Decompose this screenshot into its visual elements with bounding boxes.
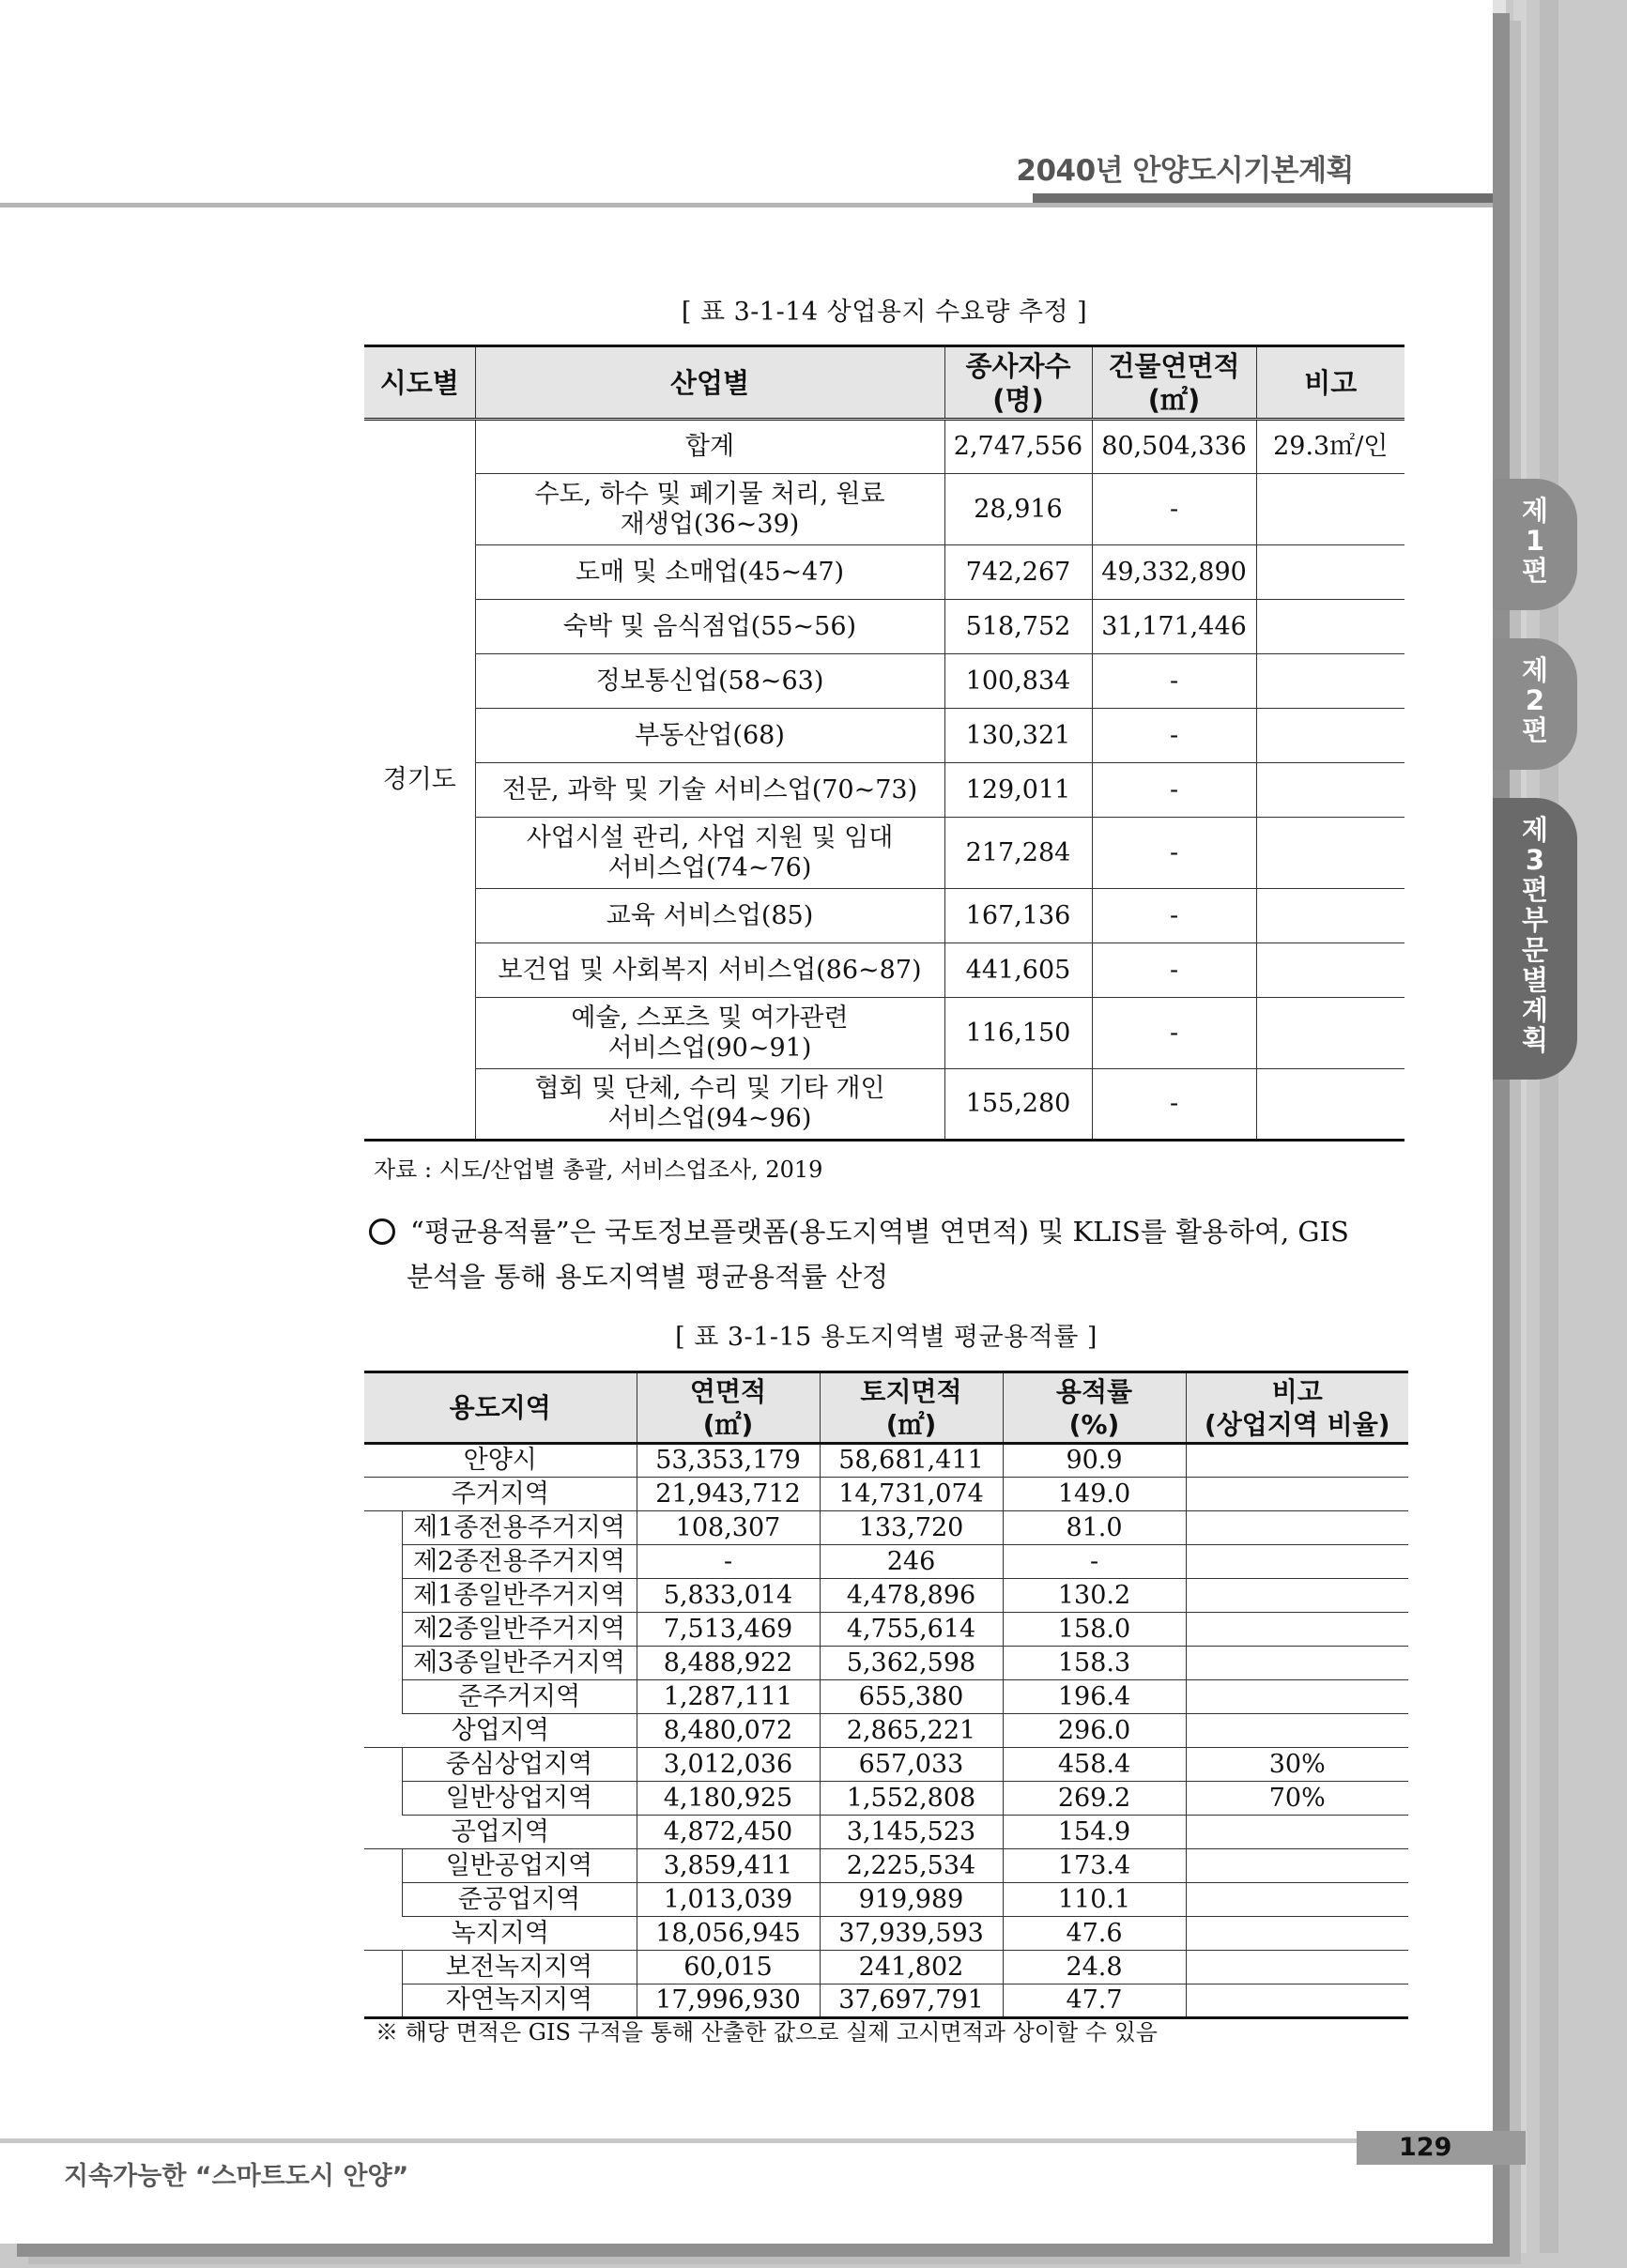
floor-cell: 4,180,925: [637, 1782, 820, 1816]
far-cell: 196.4: [1003, 1680, 1186, 1714]
note-cell: [1186, 1444, 1408, 1478]
workers-cell: 129,011: [944, 763, 1092, 818]
note-cell: [1186, 1984, 1408, 2018]
table-row: [364, 1444, 1408, 1478]
industry-cell: 수도, 하수 및 폐기물 처리, 원료 재생업(36~39): [475, 474, 944, 545]
note-cell: [1186, 1883, 1408, 1917]
far-cell: 149.0: [1003, 1478, 1186, 1511]
indent-cell: [364, 1849, 402, 1883]
table-row: [364, 1511, 1408, 1545]
floor-cell: 8,488,922: [637, 1647, 820, 1680]
industry-cell: 사업시설 관리, 사업 지원 및 임대 서비스업(74~76): [475, 818, 944, 889]
workers-cell: 116,150: [944, 998, 1092, 1069]
industry-cell: 숙박 및 음식점업(55~56): [475, 600, 944, 654]
note-cell: 29.3㎡/인: [1256, 420, 1404, 474]
floor-cell: 108,307: [637, 1511, 820, 1545]
header-floor-area: 연면적 (㎡): [637, 1372, 820, 1444]
area-cell: -: [1092, 818, 1256, 889]
table-row: [364, 1545, 1408, 1579]
table-row: [364, 1478, 1408, 1511]
table-row: [364, 1748, 1408, 1782]
land-cell: 37,697,791: [820, 1984, 1003, 2018]
header-region: 시도별: [364, 346, 475, 420]
zone-cell: 주거지역: [364, 1478, 637, 1511]
zone-cell: 공업지역: [364, 1816, 637, 1849]
table1-source: 자료 : 시도/산업별 총괄, 서비스업조사, 2019: [374, 1157, 823, 1183]
area-cell: -: [1092, 763, 1256, 818]
land-cell: 133,720: [820, 1511, 1003, 1545]
table-row: [364, 709, 1404, 763]
workers-cell: 2,747,556: [944, 420, 1092, 474]
workers-cell: 100,834: [944, 654, 1092, 709]
far-cell: 24.8: [1003, 1951, 1186, 1984]
header-note: 비고 (상업지역 비율): [1186, 1372, 1408, 1444]
header-zone: 용도지역: [364, 1372, 637, 1444]
area-cell: -: [1092, 998, 1256, 1069]
far-cell: 110.1: [1003, 1883, 1186, 1917]
floor-cell: 1,287,111: [637, 1680, 820, 1714]
indent-cell: [364, 1511, 402, 1545]
far-cell: 158.3: [1003, 1647, 1186, 1680]
indent-cell: [364, 1883, 402, 1917]
note-cell: [1256, 889, 1404, 943]
footer-text: 지속가능한 “스마트도시 안양”: [64, 2162, 409, 2191]
note-cell: [1256, 474, 1404, 545]
note-cell: [1186, 1849, 1408, 1883]
area-cell: 49,332,890: [1092, 545, 1256, 600]
table-row: [364, 1917, 1408, 1951]
table-row: [364, 818, 1404, 889]
indent-cell: [364, 1647, 402, 1680]
industry-cell: 합계: [475, 420, 944, 474]
floor-cell: 60,015: [637, 1951, 820, 1984]
bullet-line-1: “평균용적률”은 국토정보플랫폼(용도지역별 연면적) 및 KLIS를 활용하여, GIS: [410, 1216, 1349, 1248]
workers-cell: 518,752: [944, 600, 1092, 654]
floor-cell: 4,872,450: [637, 1816, 820, 1849]
zone-cell: 보전녹지지역: [402, 1951, 637, 1984]
zone-cell: 중심상업지역: [402, 1748, 637, 1782]
table-row: [364, 998, 1404, 1069]
land-cell: 4,755,614: [820, 1613, 1003, 1647]
zone-cell: 제3종일반주거지역: [402, 1647, 637, 1680]
far-cell: 173.4: [1003, 1849, 1186, 1883]
floor-cell: 8,480,072: [637, 1714, 820, 1748]
region-cell: 경기도: [364, 420, 475, 1141]
side-tab-label: 제2편: [1521, 654, 1548, 746]
table-row: [364, 1883, 1408, 1917]
note-cell: [1256, 763, 1404, 818]
far-cell: 90.9: [1003, 1444, 1186, 1478]
header-workers: 종사자수 (명): [944, 346, 1092, 420]
land-cell: 1,552,808: [820, 1782, 1003, 1816]
note-cell: [1256, 545, 1404, 600]
far-cell: -: [1003, 1545, 1186, 1579]
header-floor-area: 건물연면적 (㎡): [1092, 346, 1256, 420]
industry-cell: 예술, 스포츠 및 여가관련 서비스업(90~91): [475, 998, 944, 1069]
table1-caption: [ 표 3-1-14 상업용지 수요량 추정 ]: [681, 298, 1088, 327]
side-tab-label: 제1편: [1521, 495, 1548, 587]
table-row: [364, 1782, 1408, 1816]
floor-cell: 1,013,039: [637, 1883, 820, 1917]
table-row: [364, 1579, 1408, 1613]
workers-cell: 441,605: [944, 943, 1092, 998]
area-cell: 31,171,446: [1092, 600, 1256, 654]
floor-cell: 3,859,411: [637, 1849, 820, 1883]
header-title: 2040년 안양도시기본계획: [1016, 154, 1354, 188]
table-row: [364, 1069, 1404, 1141]
header-rule: [0, 203, 1493, 207]
bullet-paragraph: [369, 1209, 1411, 1299]
zone-cell: 준공업지역: [402, 1883, 637, 1917]
floor-cell: 7,513,469: [637, 1613, 820, 1647]
workers-cell: 28,916: [944, 474, 1092, 545]
floor-cell: -: [637, 1545, 820, 1579]
area-cell: -: [1092, 654, 1256, 709]
note-cell: [1256, 1069, 1404, 1141]
table-row: [364, 889, 1404, 943]
area-cell: 80,504,336: [1092, 420, 1256, 474]
land-cell: 5,362,598: [820, 1647, 1003, 1680]
industry-cell: 보건업 및 사회복지 서비스업(86~87): [475, 943, 944, 998]
zone-cell: 제1종일반주거지역: [402, 1579, 637, 1613]
far-cell: 158.0: [1003, 1613, 1186, 1647]
table-row: [364, 420, 1404, 474]
industry-cell: 교육 서비스업(85): [475, 889, 944, 943]
zone-cell: 안양시: [364, 1444, 637, 1478]
far-cell: 296.0: [1003, 1714, 1186, 1748]
table-row: [364, 1816, 1408, 1849]
zone-cell: 자연녹지지역: [402, 1984, 637, 2018]
note-cell: [1186, 1613, 1408, 1647]
note-cell: [1186, 1951, 1408, 1984]
land-cell: 241,802: [820, 1951, 1003, 1984]
note-cell: [1186, 1816, 1408, 1849]
area-cell: -: [1092, 474, 1256, 545]
circle-bullet-icon: [369, 1218, 395, 1245]
table2-footnote: ※ 해당 면적은 GIS 구적을 통해 산출한 값으로 실제 고시면적과 상이할 수 있음: [376, 2019, 1158, 2046]
header-note: 비고: [1256, 346, 1404, 420]
table-row: [364, 654, 1404, 709]
table-row: [364, 1613, 1408, 1647]
land-cell: 37,939,593: [820, 1917, 1003, 1951]
land-cell: 657,033: [820, 1748, 1003, 1782]
industry-cell: 부동산업(68): [475, 709, 944, 763]
zone-cell: 녹지지역: [364, 1917, 637, 1951]
workers-cell: 742,267: [944, 545, 1092, 600]
zone-cell: 일반상업지역: [402, 1782, 637, 1816]
zone-floor-area-ratio-table: [364, 1371, 1408, 2019]
floor-cell: 17,996,930: [637, 1984, 820, 2018]
area-cell: -: [1092, 709, 1256, 763]
far-cell: 47.6: [1003, 1917, 1186, 1951]
workers-cell: 130,321: [944, 709, 1092, 763]
table-row: [364, 1849, 1408, 1883]
header-far: 용적률 (%): [1003, 1372, 1186, 1444]
table-row: [364, 1951, 1408, 1984]
commercial-land-demand-table: [364, 345, 1404, 1142]
table-row: [364, 1680, 1408, 1714]
note-cell: 30%: [1186, 1748, 1408, 1782]
floor-cell: 53,353,179: [637, 1444, 820, 1478]
note-cell: [1186, 1545, 1408, 1579]
header-rule-accent: [1033, 193, 1493, 203]
zone-cell: 상업지역: [364, 1714, 637, 1748]
land-cell: 246: [820, 1545, 1003, 1579]
far-cell: 458.4: [1003, 1748, 1186, 1782]
zone-cell: 준주거지역: [402, 1680, 637, 1714]
land-cell: 4,478,896: [820, 1579, 1003, 1613]
workers-cell: 167,136: [944, 889, 1092, 943]
land-cell: 14,731,074: [820, 1478, 1003, 1511]
table-row: [364, 943, 1404, 998]
floor-cell: 5,833,014: [637, 1579, 820, 1613]
side-tab-label: 제3편부문별계획: [1521, 814, 1548, 1056]
zone-cell: 제2종일반주거지역: [402, 1613, 637, 1647]
land-cell: 58,681,411: [820, 1444, 1003, 1478]
side-tab-part1[interactable]: [1493, 479, 1577, 610]
area-cell: -: [1092, 943, 1256, 998]
note-cell: [1256, 654, 1404, 709]
area-cell: -: [1092, 889, 1256, 943]
table-row: [364, 600, 1404, 654]
indent-cell: [364, 1613, 402, 1647]
header-industry: 산업별: [475, 346, 944, 420]
land-cell: 2,865,221: [820, 1714, 1003, 1748]
note-cell: [1186, 1511, 1408, 1545]
note-cell: [1256, 943, 1404, 998]
industry-cell: 도매 및 소매업(45~47): [475, 545, 944, 600]
table-row: [364, 474, 1404, 545]
note-cell: [1256, 709, 1404, 763]
header-land-area: 토지면적 (㎡): [820, 1372, 1003, 1444]
workers-cell: 217,284: [944, 818, 1092, 889]
land-cell: 655,380: [820, 1680, 1003, 1714]
land-cell: 3,145,523: [820, 1816, 1003, 1849]
land-cell: 919,989: [820, 1883, 1003, 1917]
area-cell: -: [1092, 1069, 1256, 1141]
zone-cell: 일반공업지역: [402, 1849, 637, 1883]
note-cell: [1186, 1647, 1408, 1680]
indent-cell: [364, 1579, 402, 1613]
note-cell: [1186, 1579, 1408, 1613]
note-cell: [1186, 1478, 1408, 1511]
far-cell: 130.2: [1003, 1579, 1186, 1613]
far-cell: 154.9: [1003, 1816, 1186, 1849]
table-row: [364, 763, 1404, 818]
floor-cell: 3,012,036: [637, 1748, 820, 1782]
side-tab-part2[interactable]: [1493, 638, 1577, 770]
indent-cell: [364, 1545, 402, 1579]
bullet-line-2: 분석을 통해 용도지역별 평균용적률 산정: [407, 1261, 889, 1293]
industry-cell: 협회 및 단체, 수리 및 기타 개인 서비스업(94~96): [475, 1069, 944, 1141]
side-tab-part3[interactable]: [1493, 798, 1577, 1080]
industry-cell: 정보통신업(58~63): [475, 654, 944, 709]
indent-cell: [364, 1748, 402, 1782]
table-row: [364, 1647, 1408, 1680]
note-cell: 70%: [1186, 1782, 1408, 1816]
indent-cell: [364, 1782, 402, 1816]
industry-cell: 전문, 과학 및 기술 서비스업(70~73): [475, 763, 944, 818]
floor-cell: 18,056,945: [637, 1917, 820, 1951]
indent-cell: [364, 1680, 402, 1714]
indent-cell: [364, 1951, 402, 1984]
zone-cell: 제2종전용주거지역: [402, 1545, 637, 1579]
note-cell: [1256, 600, 1404, 654]
note-cell: [1186, 1917, 1408, 1951]
table-row: [364, 545, 1404, 600]
far-cell: 81.0: [1003, 1511, 1186, 1545]
land-cell: 2,225,534: [820, 1849, 1003, 1883]
page-number: 129: [1399, 2133, 1452, 2162]
footer-rule: [0, 2138, 1357, 2143]
note-cell: [1186, 1714, 1408, 1748]
far-cell: 269.2: [1003, 1782, 1186, 1816]
note-cell: [1256, 998, 1404, 1069]
note-cell: [1186, 1680, 1408, 1714]
note-cell: [1256, 818, 1404, 889]
zone-cell: 제1종전용주거지역: [402, 1511, 637, 1545]
workers-cell: 155,280: [944, 1069, 1092, 1141]
table2-caption: [ 표 3-1-15 용도지역별 평균용적률 ]: [675, 1323, 1097, 1352]
floor-cell: 21,943,712: [637, 1478, 820, 1511]
far-cell: 47.7: [1003, 1984, 1186, 2018]
table-row: [364, 1714, 1408, 1748]
